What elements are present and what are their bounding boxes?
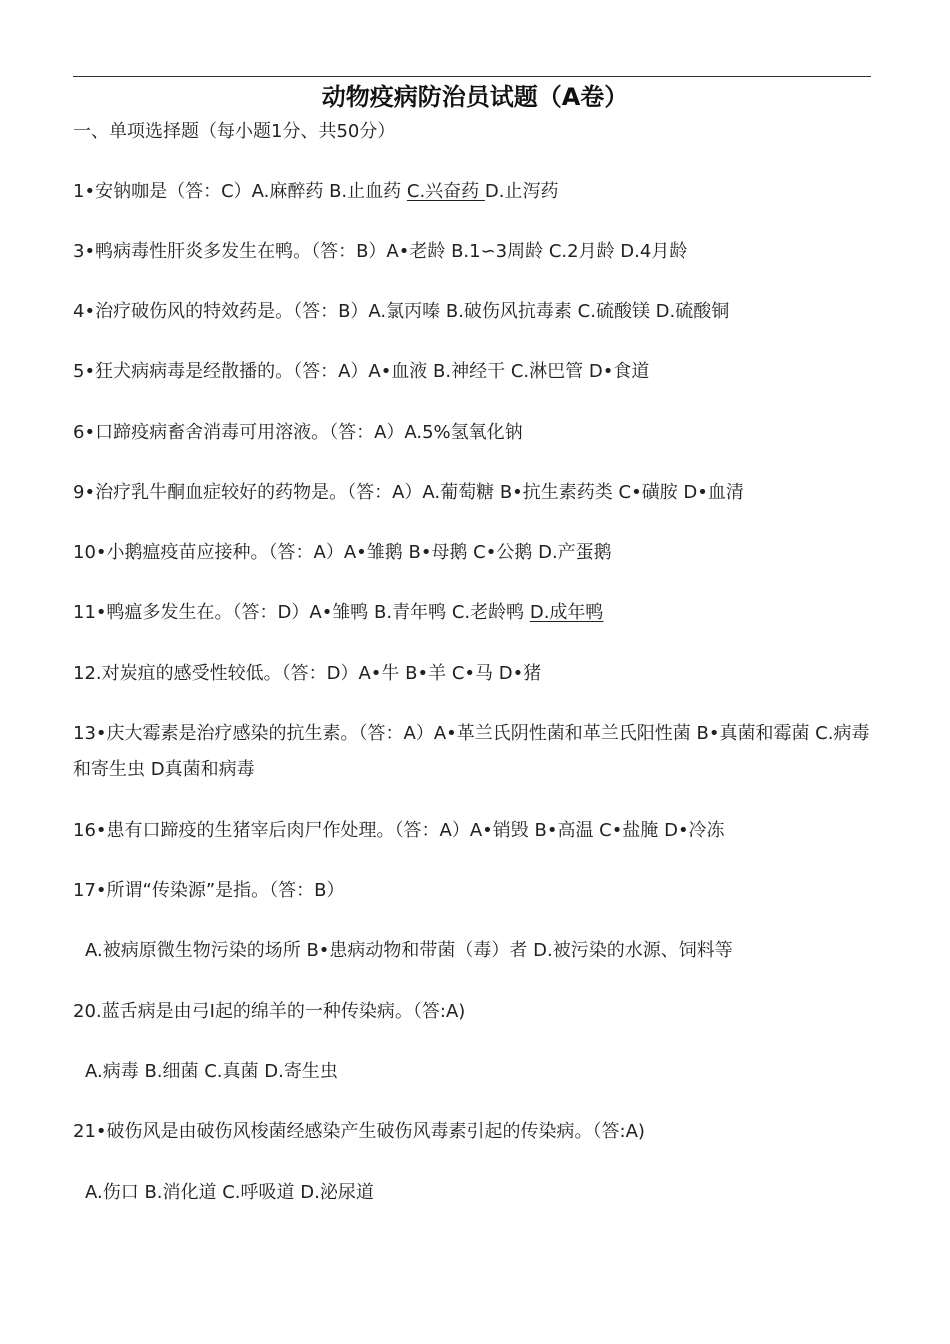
question-1-underlined-answer: C.兴奋药 xyxy=(406,181,485,202)
question-21: 21•破伤风是由破伤风梭菌经感染产生破伤风毒素引起的传染病。（答:A) xyxy=(73,1121,645,1142)
question-20-options: A.病毒 B.细菌 C.真菌 D.寄生虫 xyxy=(85,1061,338,1082)
question-9: 9•治疗乳牛酮血症较好的药物是。（答：A）A.葡萄糖 B•抗生素药类 C•磺胺 D•血清 xyxy=(73,482,744,503)
question-4: 4•治疗破伤风的特效药是。（答：B）A.氯丙嗪 B.破伤风抗毒素 C.硫酸镁 D.硫酸铜 xyxy=(73,301,730,322)
question-16: 16•患有口蹄疫的生猪宰后肉尸作处理。（答：A）A•销毁 B•高温 C•盐腌 D•冷冻 xyxy=(73,820,725,841)
question-17-options: A.被病原微生物污染的场所 B•患病动物和带菌（毒）者 D.被污染的水源、饲料等 xyxy=(85,940,733,961)
question-17: 17•所谓“传染源”是指。（答：B） xyxy=(73,880,345,901)
question-3: 3•鸭病毒性肝炎多发生在鸭。（答：B）A•老龄 B.1∽3周龄 C.2月龄 D.4月龄 xyxy=(73,241,688,262)
question-11-underlined-answer: D.成年鸭 xyxy=(529,602,604,623)
question-6: 6•口蹄疫病畜舍消毒可用溶液。（答：A）A.5%氢氧化钠 xyxy=(73,422,523,443)
question-12: 12.对炭疽的感受性较低。（答：D）A•牛 B•羊 C•马 D•猪 xyxy=(73,663,542,684)
question-11-text: 11•鸭瘟多发生在。（答：D）A•雏鸭 B.青年鸭 C.老龄鸭 xyxy=(73,602,530,623)
page-title: 动物疫病防治员试题（A卷） xyxy=(321,83,629,111)
question-11 xyxy=(73,599,873,627)
question-13: 13•庆大霉素是治疗感染的抗生素。（答：A）A•革兰氏阴性菌和革兰氏阳性菌 B•真菌和霉菌 C.病毒和寄生虫 D真菌和病毒 xyxy=(73,723,870,780)
question-20: 20.蓝舌病是由弓I起的绵羊的一种传染病。（答:A) xyxy=(73,1001,466,1022)
question-1-tail: D.止泻药 xyxy=(484,181,559,202)
question-1-text: 1•安钠咖是（答：C）A.麻醉药 B.止血药 xyxy=(73,181,407,202)
header-rule xyxy=(73,76,871,77)
section-heading: 一、单项选择题（每小题1分、共50分） xyxy=(73,121,396,142)
question-21-options: A.伤口 B.消化道 C.呼吸道 D.泌尿道 xyxy=(85,1182,374,1203)
question-1 xyxy=(73,178,873,206)
question-10: 10•小鹅瘟疫苗应接种。（答：A）A•雏鹅 B•母鹅 C•公鹅 D.产蛋鹅 xyxy=(73,542,612,563)
question-5: 5•狂犬病病毒是经散播的。（答：A）A•血液 B.神经干 C.淋巴管 D•食道 xyxy=(73,361,650,382)
